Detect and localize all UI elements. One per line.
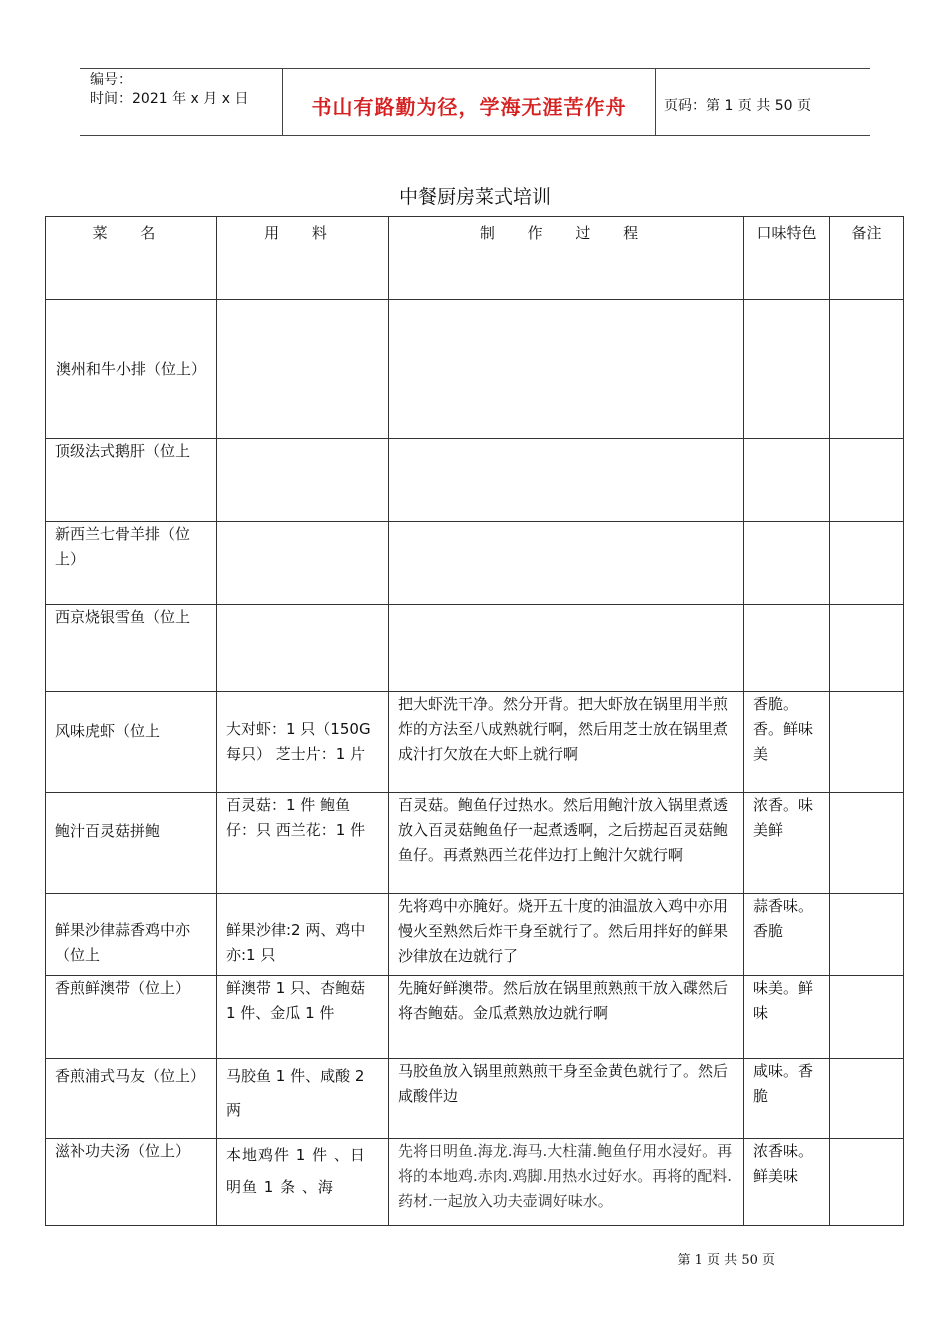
table-row xyxy=(46,894,904,976)
process-cell xyxy=(389,522,744,605)
note-cell xyxy=(830,605,904,692)
taste-cell: 浓香味。鲜美味 xyxy=(744,1139,830,1226)
table-row xyxy=(46,793,904,894)
doc-number-label: 编号： xyxy=(90,72,132,88)
table-row xyxy=(46,1139,904,1226)
table-row xyxy=(46,439,904,522)
column-header-process: 制 作 过 程 xyxy=(389,217,744,300)
header-divider xyxy=(282,69,283,136)
taste-cell xyxy=(744,605,830,692)
process-cell: 先将鸡中亦腌好。烧开五十度的油温放入鸡中亦用慢火至熟然后炸干身至就行了。然后用拌好的鲜果沙律放在边就行了 xyxy=(389,894,744,976)
ingredients-cell: 鲜澳带 1 只、杏鲍菇 1 件、金瓜 1 件 xyxy=(217,976,389,1059)
column-header-taste: 口味特色 xyxy=(744,217,830,300)
dish-name: 顶级法式鹅肝（位上 xyxy=(46,439,217,522)
note-cell xyxy=(830,692,904,793)
note-cell xyxy=(830,300,904,439)
note-cell xyxy=(830,439,904,522)
table-row xyxy=(46,692,904,793)
dish-name: 鲜果沙律蒜香鸡中亦（位上 xyxy=(46,894,217,976)
dish-name-text: 澳州和牛小排（位上） xyxy=(55,359,206,378)
dish-name: 鲍汁百灵菇拼鲍 xyxy=(46,793,217,894)
process-cell xyxy=(389,605,744,692)
ingredients-cell xyxy=(217,605,389,692)
ingredients-cell xyxy=(217,300,389,439)
note-cell xyxy=(830,976,904,1059)
header-divider xyxy=(655,69,656,136)
ingredients-cell: 马胶鱼 1 件、咸酸 2 两 xyxy=(217,1059,389,1139)
taste-cell xyxy=(744,300,830,439)
process-cell xyxy=(389,300,744,439)
process-cell: 百灵菇。鲍鱼仔过热水。然后用鲍汁放入锅里煮透放入百灵菇鲍鱼仔一起煮透啊，之后捞起百灵菇鲍鱼仔。再煮熟西兰花伴边打上鲍汁欠就行啊 xyxy=(389,793,744,894)
taste-cell: 香脆。香。鲜味美 xyxy=(744,692,830,793)
ingredients-cell xyxy=(217,522,389,605)
dish-name: 香煎鲜澳带（位上） xyxy=(46,976,217,1059)
header-top-rule xyxy=(80,68,870,69)
taste-cell: 味美。鲜味 xyxy=(744,976,830,1059)
ingredients-cell xyxy=(217,439,389,522)
dish-name: 香煎浦式马友（位上） xyxy=(46,1059,217,1139)
table-row xyxy=(46,976,904,1059)
table-row xyxy=(46,1059,904,1139)
note-cell xyxy=(830,522,904,605)
note-cell xyxy=(830,793,904,894)
header-motto: 书山有路勤为径，学海无涯苦作舟 xyxy=(311,95,627,119)
ingredients-cell: 大对虾：1 只（150G 每只） 芝士片：1 片 xyxy=(217,692,389,793)
menu-table xyxy=(45,216,904,1226)
header-page-number: 页码：第 1 页 共 50 页 xyxy=(664,98,811,114)
table-row xyxy=(46,300,904,439)
dish-name: 西京烧银雪鱼（位上 xyxy=(46,605,217,692)
column-header-ingredients: 用 料 xyxy=(217,217,389,300)
dish-name: 新西兰七骨羊排（位上） xyxy=(46,522,217,605)
note-cell xyxy=(830,1139,904,1226)
process-cell: 把大虾洗干净。然分开背。把大虾放在锅里用半煎炸的方法至八成熟就行啊，然后用芝士放在锅里煮成汁打欠放在大虾上就行啊 xyxy=(389,692,744,793)
taste-cell: 浓香。味美鲜 xyxy=(744,793,830,894)
header-meta xyxy=(90,71,248,109)
dish-name: 滋补功夫汤（位上） xyxy=(46,1139,217,1226)
doc-date: 时间：2021 年 x 月 x 日 xyxy=(90,91,249,107)
table-row xyxy=(46,522,904,605)
page-footer: 第 1 页 共 50 页 xyxy=(677,1253,775,1268)
taste-cell xyxy=(744,522,830,605)
ingredients-cell: 本地鸡件 1 件 、日明鱼 1 条 、海 xyxy=(217,1139,389,1226)
table-header-row xyxy=(46,217,904,300)
note-cell xyxy=(830,894,904,976)
column-header-note: 备注 xyxy=(830,217,904,300)
process-cell: 马胶鱼放入锅里煎熟煎干身至金黄色就行了。然后咸酸伴边 xyxy=(389,1059,744,1139)
process-cell: 先将日明鱼.海龙.海马.大柱蒲.鲍鱼仔用水浸好。再将的本地鸡.赤肉.鸡脚.用热水过好水。再将的配料.药材.一起放入功夫壶调好味水。 xyxy=(389,1139,744,1226)
table-row xyxy=(46,605,904,692)
page-title: 中餐厨房菜式培训 xyxy=(398,186,551,208)
process-cell: 先腌好鲜澳带。然后放在锅里煎熟煎干放入碟然后将杏鲍菇。金瓜煮熟放边就行啊 xyxy=(389,976,744,1059)
column-header-dish: 菜 名 xyxy=(46,217,217,300)
taste-cell xyxy=(744,439,830,522)
taste-cell: 蒜香味。香脆 xyxy=(744,894,830,976)
header-bottom-rule xyxy=(80,135,870,136)
dish-name: 风味虎虾（位上 xyxy=(46,692,217,793)
note-cell xyxy=(830,1059,904,1139)
process-cell xyxy=(389,439,744,522)
dish-name xyxy=(46,300,217,439)
taste-cell: 咸味。香脆 xyxy=(744,1059,830,1139)
ingredients-cell: 鲜果沙律:2 两、鸡中亦:1 只 xyxy=(217,894,389,976)
ingredients-cell: 百灵菇：1 件 鲍鱼仔：只 西兰花：1 件 xyxy=(217,793,389,894)
